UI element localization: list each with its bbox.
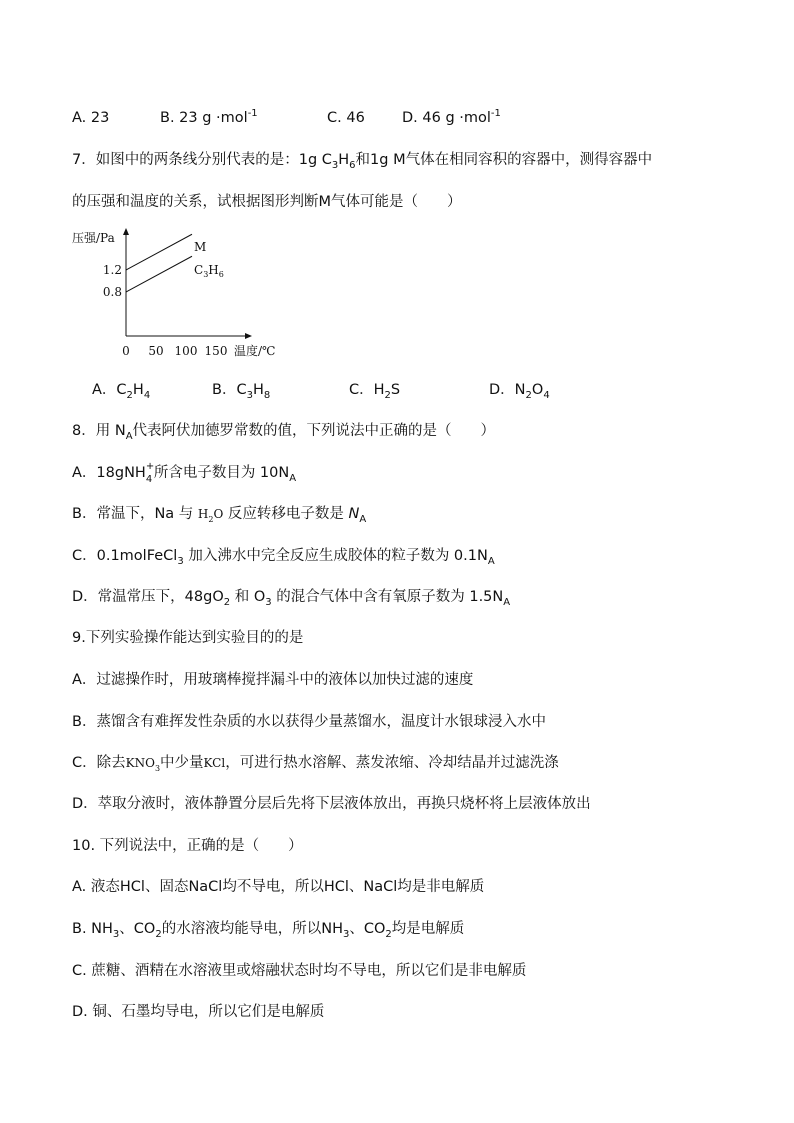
q8-sub: 3 bbox=[177, 555, 184, 567]
q10-sub: 2 bbox=[155, 928, 162, 940]
q9-option-d: D．萃取分液时，液体静置分层后先将下层液体放出，再换只烧杯将上层液体放出 bbox=[72, 796, 591, 812]
q8-part: D．常温常压下，48gO bbox=[72, 589, 224, 605]
q8-sub: A bbox=[487, 555, 495, 567]
chart-ylabel: 压强/Pa bbox=[72, 231, 115, 245]
q7-option-sub: 2 bbox=[384, 389, 391, 401]
q8-part: 的混合气体中含有氧原子数为 1.5N bbox=[271, 589, 504, 605]
chart-x-arrow bbox=[245, 333, 252, 339]
chart-x-tick-label: 50 bbox=[148, 344, 164, 358]
chart-y-arrow bbox=[123, 228, 129, 235]
q6-option-b bbox=[160, 108, 258, 128]
q10-option-c: C. 蔗糖、酒精在水溶液里或熔融状态时均不导电，所以它们是非电解质 bbox=[72, 963, 527, 979]
q9-part: 中少量 bbox=[160, 755, 204, 771]
q8-option-d bbox=[72, 587, 510, 607]
q9-option-a: A．过滤操作时，用玻璃棒搅拌漏斗中的液体以加快过滤的速度 bbox=[72, 672, 474, 688]
q7-option-part: H bbox=[132, 382, 144, 398]
q6-option-b-text: B. 23 g ·mol bbox=[160, 110, 248, 126]
q8-part: 反应转移电子数是 bbox=[223, 506, 349, 522]
q7-option-sub: 4 bbox=[143, 389, 151, 401]
chart-xlabel: 温度/℃ bbox=[234, 344, 276, 358]
q10-option-d: D. 铜、石墨均导电，所以它们是电解质 bbox=[72, 1004, 325, 1020]
q9-stem: 9.下列实验操作能达到实验目的的是 bbox=[72, 630, 304, 646]
chart-label-part: C bbox=[194, 263, 204, 277]
chart-label-part: H bbox=[208, 263, 219, 277]
q8-sub: A bbox=[359, 513, 367, 525]
chart-y-tick-label: 1.2 bbox=[102, 263, 122, 277]
q10-sub: 3 bbox=[342, 928, 350, 940]
q10-part: 的水溶液均能导电，所以NH bbox=[161, 921, 343, 937]
q7-option-sub: 3 bbox=[246, 389, 253, 401]
chart-y-tick-label: 0.8 bbox=[102, 285, 122, 299]
q10-option-a: A. 液态HCl、固态NaCl均不导电，所以HCl、NaCl均是非电解质 bbox=[72, 879, 485, 895]
q7-option-part: H bbox=[252, 382, 264, 398]
q8-formula-h: H bbox=[197, 507, 209, 521]
chart-series-label-c3h6 bbox=[194, 263, 224, 279]
q8-part: 加入沸水中完全反应生成胶体的粒子数为 0.1N bbox=[183, 548, 488, 564]
q7-sub: 6 bbox=[349, 159, 356, 171]
chart-series-line-c3h6 bbox=[126, 256, 192, 292]
q8-sub: A bbox=[503, 596, 511, 608]
chart-x-tick-label: 150 bbox=[204, 344, 228, 358]
q8-formula-o: O bbox=[213, 507, 224, 521]
q8-sub: 3 bbox=[265, 596, 272, 608]
q7-option-d bbox=[489, 380, 550, 400]
q10-sub: 3 bbox=[112, 928, 120, 940]
q7-option-sub: 4 bbox=[543, 389, 550, 401]
q8-stem bbox=[72, 421, 495, 441]
q7-option-part: B．C bbox=[212, 382, 247, 398]
chart-series-label-m: M bbox=[194, 240, 207, 254]
q6-option-b-sup: -1 bbox=[247, 108, 258, 120]
q10-part: 均是电解质 bbox=[391, 921, 465, 937]
q8-part: N bbox=[348, 506, 360, 522]
q8-option-c bbox=[72, 546, 495, 566]
q9-part: ，可进行热水溶解、蒸发浓缩、冷却结晶并过滤洗涤 bbox=[225, 755, 559, 771]
q7-option-sub: 8 bbox=[263, 389, 271, 401]
q8-sub: A bbox=[289, 472, 297, 484]
q6-option-d bbox=[402, 108, 501, 128]
q8-part: 代表阿伏加德罗常数的值，下列说法中正确的是（ ） bbox=[132, 423, 496, 439]
q8-part: B．常温下，Na 与 bbox=[72, 506, 198, 522]
q10-part: 、CO bbox=[349, 921, 386, 937]
q7-option-part: S bbox=[390, 382, 401, 398]
q8-part: 所含电子数目为 10N bbox=[153, 465, 290, 481]
q8-sub: A bbox=[125, 430, 133, 442]
q9-part: C．除去 bbox=[72, 755, 126, 771]
q7-option-c bbox=[349, 380, 400, 400]
chart-x-tick-label: 100 bbox=[174, 344, 198, 358]
q7-stem-line2: 的压强和温度的关系，试根据图形判断M气体可能是（ ） bbox=[72, 194, 462, 210]
q10-stem: 10. 下列说法中，正确的是（ ） bbox=[72, 838, 303, 854]
q9-formula-kno3: KNO bbox=[125, 756, 155, 770]
q8-ion-charge bbox=[146, 463, 154, 483]
q7-option-part: D．N bbox=[489, 382, 526, 398]
q8-sup: + bbox=[145, 461, 155, 472]
q6-option-d-sup: -1 bbox=[490, 108, 501, 120]
q9-sub: 3 bbox=[154, 763, 161, 773]
q9-option-c bbox=[72, 753, 559, 773]
q10-sub: 2 bbox=[385, 928, 392, 940]
q7-option-a bbox=[92, 380, 150, 400]
q7-sub: 3 bbox=[331, 159, 339, 171]
q8-option-a bbox=[72, 463, 296, 483]
q6-option-d-text: D. 46 g ·mol bbox=[402, 110, 491, 126]
q8-part: C．0.1molFeCl bbox=[72, 548, 178, 564]
pressure-temperature-chart bbox=[72, 224, 292, 364]
chart-label-part: 6 bbox=[218, 270, 224, 279]
q7-stem-line1 bbox=[72, 150, 652, 170]
q10-part: B. NH bbox=[72, 921, 113, 937]
q8-sub: 4 bbox=[145, 474, 153, 485]
q8-part: 和 O bbox=[230, 589, 266, 605]
q9-option-b: B．蒸馏含有难挥发性杂质的水以获得少量蒸馏水，温度计水银球浸入水中 bbox=[72, 714, 546, 730]
chart-x-tick-label: 0 bbox=[122, 344, 130, 358]
chart-label-part: 3 bbox=[203, 270, 209, 279]
q8-part: 8．用 N bbox=[72, 423, 126, 439]
q10-option-b bbox=[72, 919, 464, 939]
q8-part: A．18gNH bbox=[72, 465, 146, 481]
chart-series-line-m bbox=[126, 234, 192, 270]
q8-sub: 2 bbox=[223, 596, 231, 608]
q8-option-b bbox=[72, 504, 366, 524]
q7-option-sub: 2 bbox=[126, 389, 133, 401]
q9-formula-kcl: KCl bbox=[203, 756, 226, 770]
q6-option-c: C. 46 bbox=[327, 110, 365, 126]
q7-stem-part: 和1g M气体在相同容积的容器中，测得容器中 bbox=[355, 152, 653, 168]
q8-sub: 2 bbox=[208, 514, 214, 524]
q7-option-part: C．H bbox=[349, 382, 385, 398]
q6-option-a: A. 23 bbox=[72, 110, 110, 126]
q10-part: 、CO bbox=[119, 921, 156, 937]
q7-option-b bbox=[212, 380, 270, 400]
q7-option-part: O bbox=[531, 382, 544, 398]
q7-option-sub: 2 bbox=[525, 389, 532, 401]
q7-stem-part: H bbox=[338, 152, 350, 168]
q7-option-part: A．C bbox=[92, 382, 127, 398]
q7-stem-part: 7．如图中的两条线分别代表的是：1g C bbox=[72, 152, 332, 168]
